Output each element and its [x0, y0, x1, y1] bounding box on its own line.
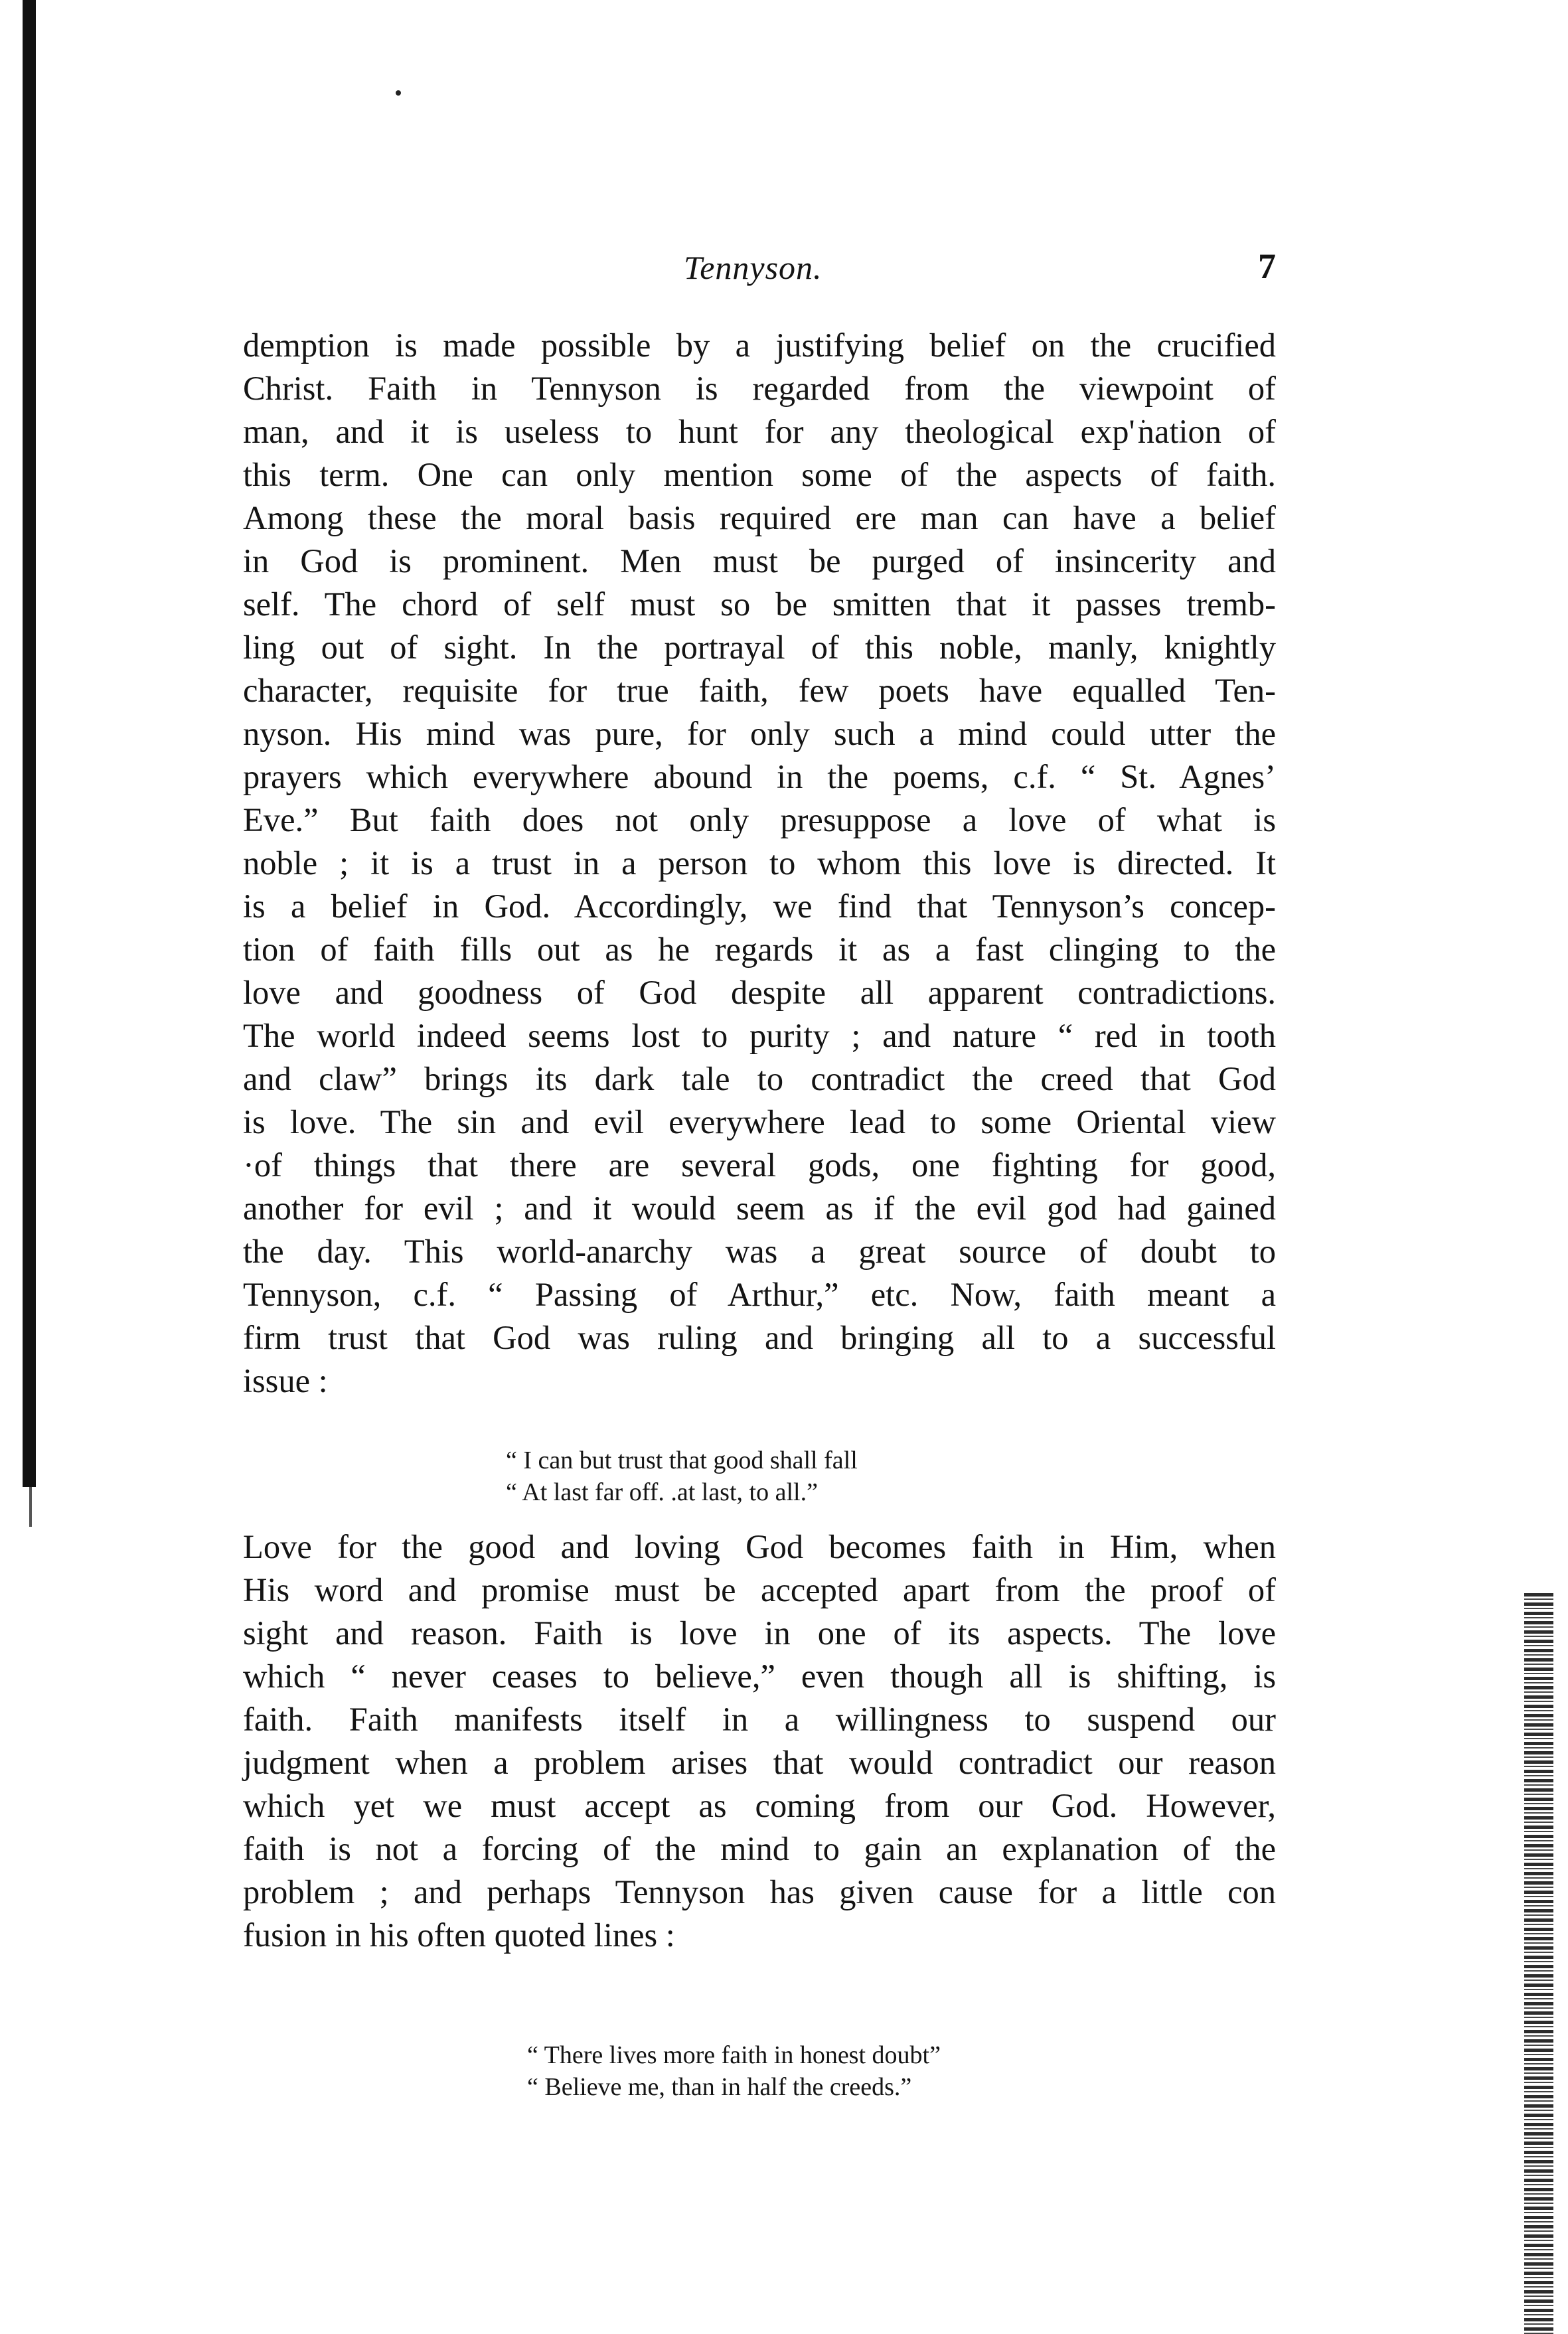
text-line: nyson. His mind was pure, for only such a mind could utter the [243, 715, 1276, 752]
text-line: man, and it is useless to hunt for any theological exp' ͘nation of [243, 413, 1276, 450]
verse-line: “ There lives more faith in honest doubt” [527, 2041, 941, 2069]
text-line: tion of faith fills out as he regards it as a fast clinging to the [243, 931, 1276, 968]
text-line: faith is not a forcing of the mind to gain an explanation of the [243, 1830, 1276, 1867]
text-line: is a belief in God. Accordingly, we find that Tennyson’s concep- [243, 888, 1276, 925]
verse-quote-1 [506, 1444, 858, 1508]
text-line: problem ; and perhaps Tennyson has given cause for a little con [243, 1873, 1276, 1910]
text-line: self. The chord of self must so be smitten that it passes tremb- [243, 585, 1276, 623]
paragraph-2 [243, 1525, 1276, 1957]
text-line: Eve.” But faith does not only presuppose a love of what is [243, 801, 1276, 838]
verse-line: “ At last far off. .at last, to all.” [506, 1478, 818, 1506]
text-line: Tennyson, c.f. “ Passing of Arthur,” etc. Now, faith meant a [243, 1276, 1276, 1313]
verse-line: “ Believe me, than in half the creeds.” [527, 2073, 912, 2101]
text-line: fusion in his often quoted lines : [243, 1916, 675, 1954]
text-line: which “ never ceases to believe,” even though all is shifting, is [243, 1658, 1276, 1695]
text-line: ·of things that there are several gods, one fighting for good, [243, 1146, 1276, 1184]
text-line: sight and reason. Faith is love in one of its aspects. The love [243, 1614, 1276, 1652]
text-line: Among these the moral basis required ere man can have a belief [243, 499, 1276, 536]
text-line: The world indeed seems lost to purity ; and nature “ red in tooth [243, 1017, 1276, 1054]
text-line: firm trust that God was ruling and bringing all to a successful [243, 1319, 1276, 1356]
text-line: another for evil ; and it would seem as if the evil god had gained [243, 1190, 1276, 1227]
text-line: Love for the good and loving God becomes faith in Him, when [243, 1528, 1276, 1565]
verse-line: “ I can but trust that good shall fall [506, 1446, 858, 1474]
page-number: 7 [1258, 246, 1276, 286]
text-line: love and goodness of God despite all apparent contradictions. [243, 974, 1276, 1011]
text-line: in God is prominent. Men must be purged of insincerity and [243, 542, 1276, 580]
text-line: faith. Faith manifests itself in a willingness to suspend our [243, 1701, 1276, 1738]
scan-binding-mark-left [29, 1487, 32, 1527]
text-line: Christ. Faith in Tennyson is regarded from the viewpoint of [243, 370, 1276, 407]
scan-page-edge-right [1524, 1593, 1553, 2334]
text-line: and claw” brings its dark tale to contradict the creed that God [243, 1060, 1276, 1097]
running-title: Tennyson. [684, 249, 823, 286]
text-line: issue : [243, 1362, 328, 1399]
text-line: the day. This world-anarchy was a great source of doubt to [243, 1233, 1276, 1270]
text-line: ling out of sight. In the portrayal of this noble, manly, knightly [243, 629, 1276, 666]
text-line: is love. The sin and evil everywhere lead to some Oriental view [243, 1103, 1276, 1140]
text-line: noble ; it is a trust in a person to whom this love is directed. It [243, 844, 1276, 882]
page-header [243, 248, 1276, 301]
text-line: character, requisite for true faith, few poets have equalled Ten- [243, 672, 1276, 709]
scan-binding-shadow-left [23, 0, 36, 1487]
paragraph-1 [243, 324, 1276, 1403]
text-line: His word and promise must be accepted apart from the proof of [243, 1571, 1276, 1608]
scan-speck [396, 90, 401, 96]
text-line: this term. One can only mention some of the aspects of faith. [243, 456, 1276, 493]
text-line: which yet we must accept as coming from our God. However, [243, 1787, 1276, 1824]
text-line: demption is made possible by a justifying belief on the crucified [243, 327, 1276, 364]
text-line: judgment when a problem arises that would contradict our reason [243, 1744, 1276, 1781]
text-line: prayers which everywhere abound in the poems, c.f. “ St. Agnes’ [243, 758, 1276, 795]
verse-quote-2 [527, 2039, 941, 2103]
